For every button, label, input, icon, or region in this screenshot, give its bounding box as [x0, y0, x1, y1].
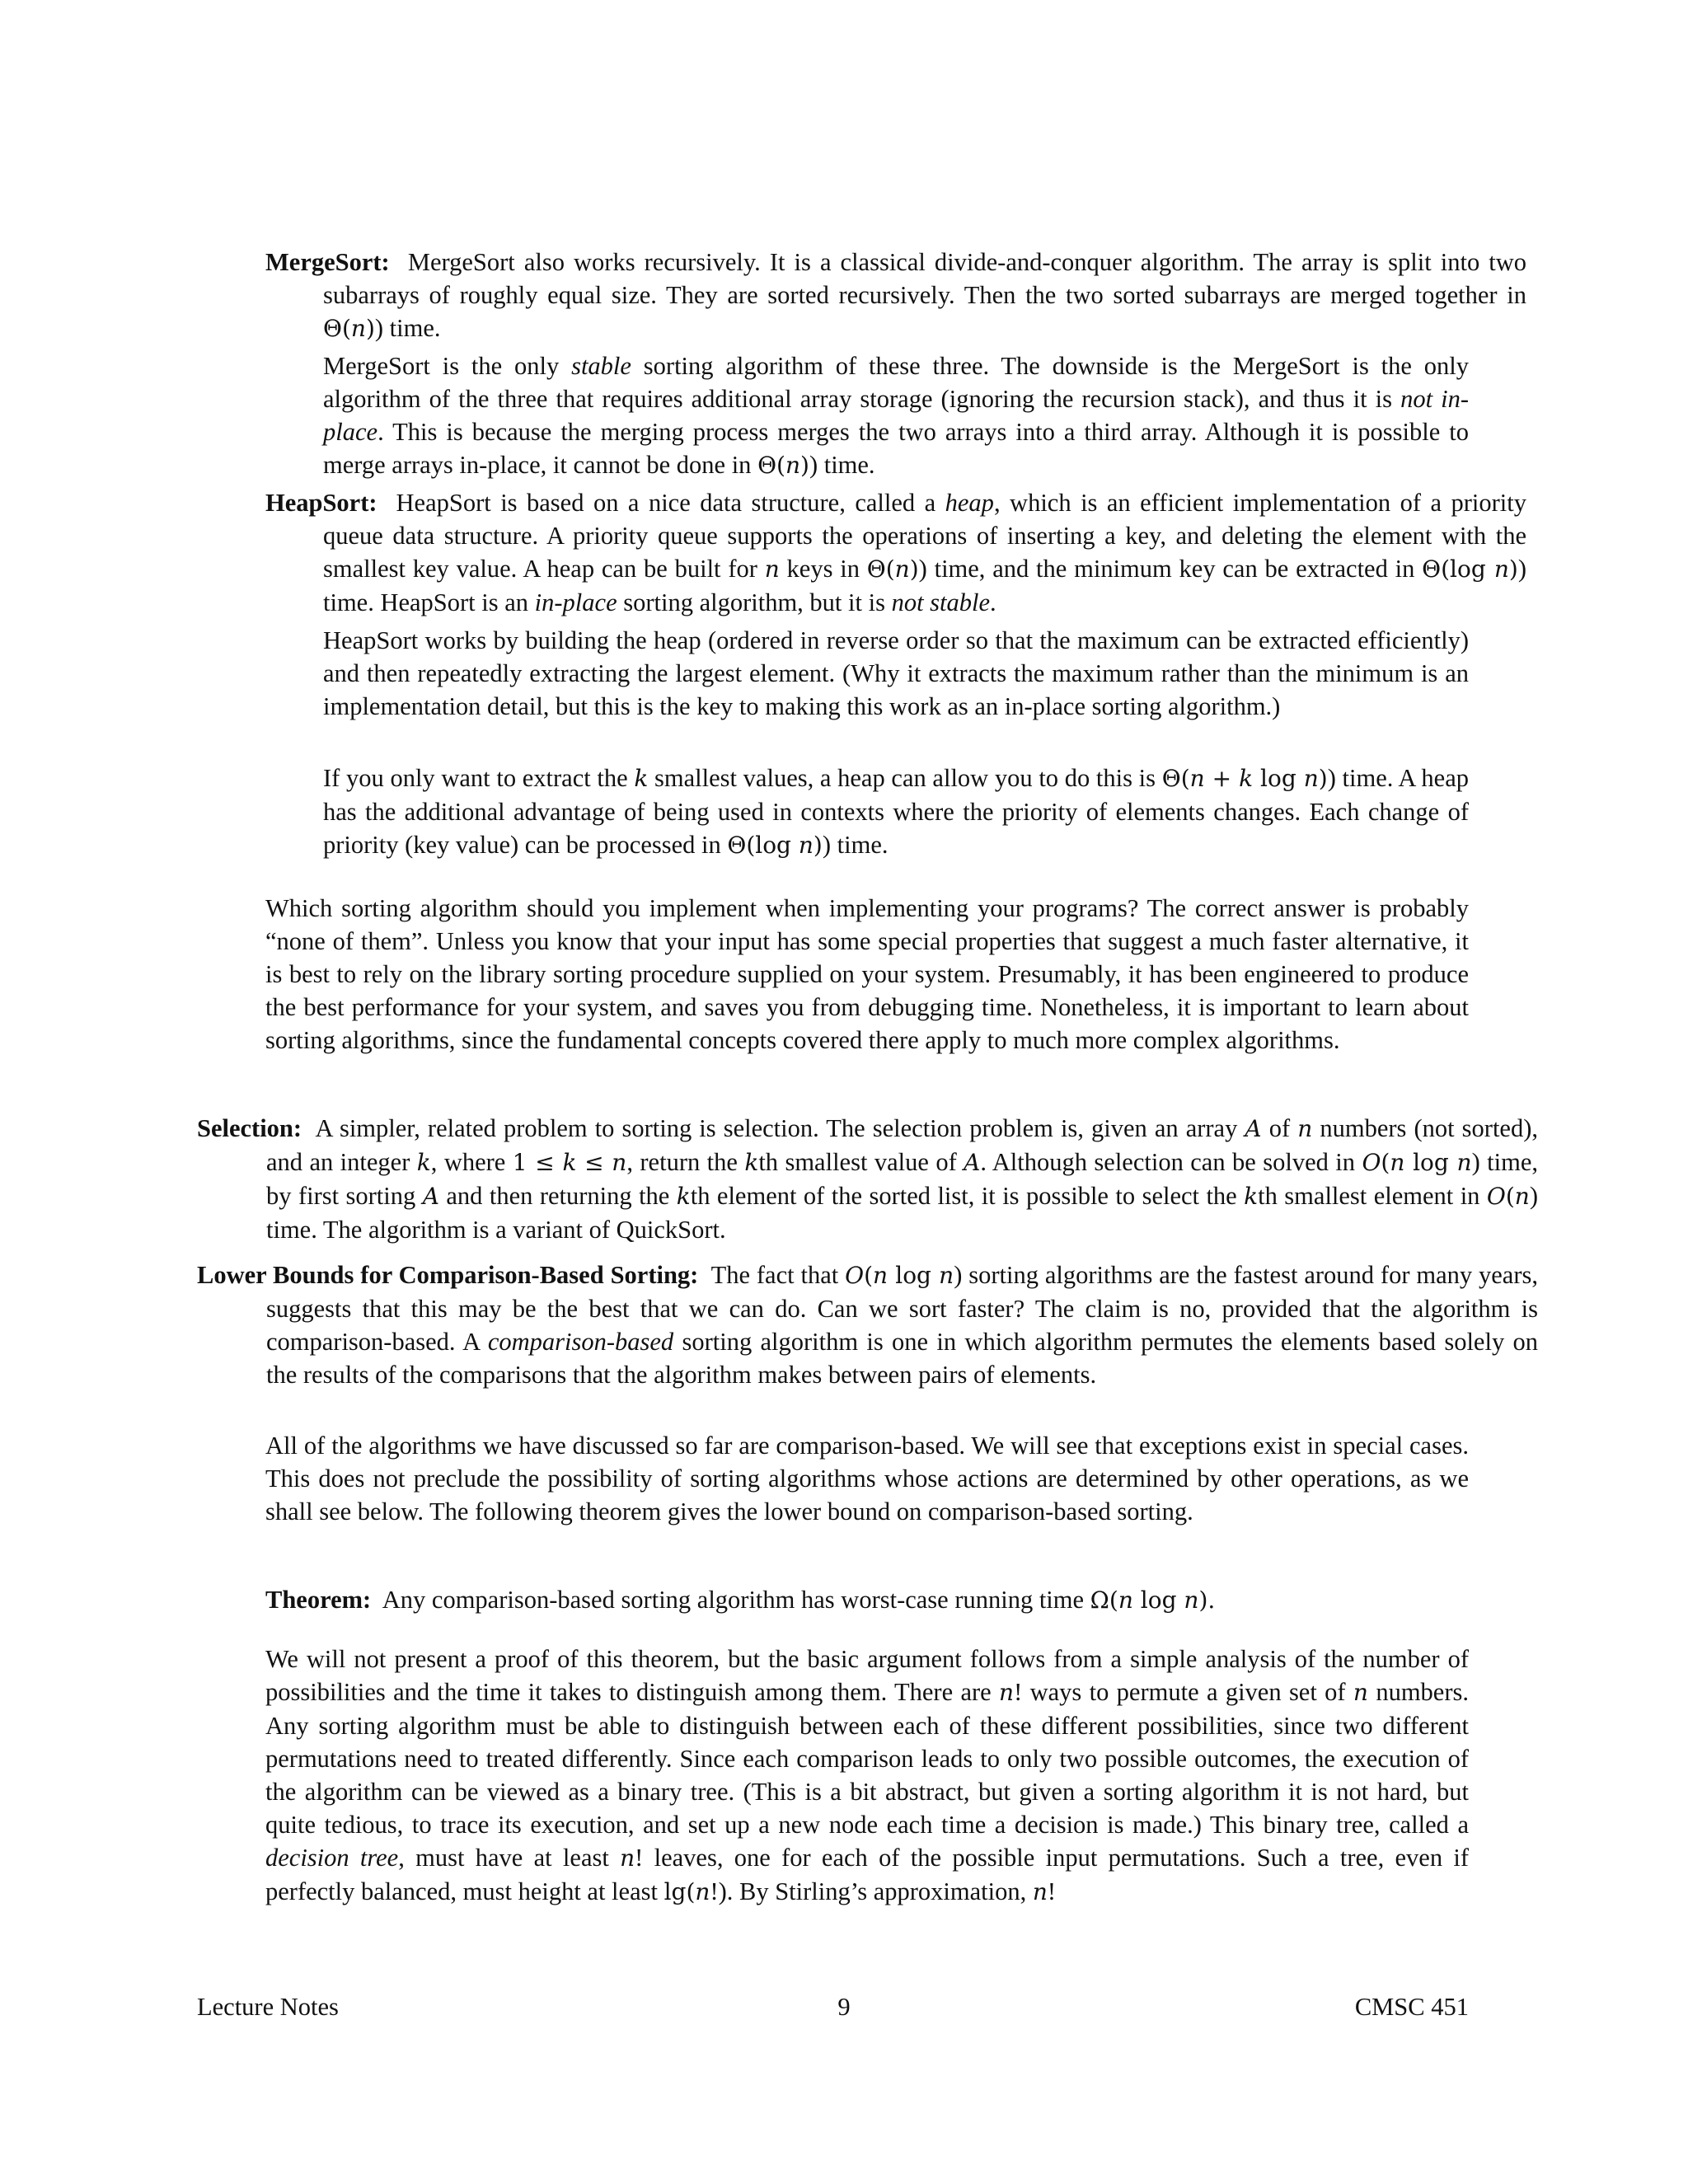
selection-heading: Selection:	[197, 1114, 302, 1142]
footer-left: Lecture Notes	[197, 1993, 339, 2021]
heapsort-paragraph-3: If you only want to extract the k smallest values, a heap can allow you to do this is Θ(n + k log n)) time. A heap has the additional advantage of being used in contexts where the priority of elements changes. Each change of priority (key value) can be processed in Θ(log n)) time.	[323, 764, 1470, 859]
page-number: 9	[837, 1993, 851, 2021]
heapsort-paragraph-2: HeapSort works by building the heap (ordered in reverse order so that the maximum can be extracted efficiently) and then repeatedly extracting the largest element. (Why it extracts the maximum rather than the minimum is an implementation detail, but this is the key to making this work as an in-place sorting algorithm.)	[323, 626, 1469, 720]
footer-right: CMSC 451	[1354, 1993, 1469, 2021]
lower-bounds-paragraph-2: All of the algorithms we have discussed so far are comparison-based. We will see that exceptions exist in special cases. This does not preclude the possibility of sorting algorithms whose actions are determined by other operations, as we shall see below. The following theorem gives the lower bound on comparison-based sorting.	[265, 1432, 1469, 1526]
theorem-heading: Theorem:	[265, 1586, 372, 1614]
heapsort-paragraph-1: HeapSort: HeapSort is based on a nice data structure, called a heap, which is an efficient implementation of a priority queue data structure. A priority queue supports the operations of inserting a key, and deleting the element with the smallest key value. A heap can be built for n keys in Θ(n)) time, and the minimum key can be extracted in Θ(log n)) time. HeapSort is an in-place sorting algorithm, but it is not stable.	[265, 489, 1526, 616]
lower-bounds-paragraph-3: We will not present a proof of this theorem, but the basic argument follows from a simple analysis of the number of possibilities and the time it takes to distinguish among them. There are n! ways to permute a given set of n numbers. Any sorting algorithm must be able to distinguish between each of these different possibilities, since two different permutations need to treated differently. Since each comparison leads to only two possible outcomes, the execution of the algorithm can be viewed as a binary tree. (This is a bit abstract, but given a sorting algorithm it is not hard, but quite tedious, to trace its execution, and set up a new node each time a decision is made.) This binary tree, called a decision tree, must have at least n! leaves, one for each of the possible input permutations. Such a tree, even if perfectly balanced, must height at least lg(n!). By Stirling’s approximation, n!	[265, 1645, 1470, 1905]
heapsort-heading: HeapSort:	[265, 489, 377, 517]
theorem-paragraph: Theorem: Any comparison-based sorting algorithm has worst-case running time Ω(n log n).	[265, 1586, 1216, 1614]
mergesort-paragraph-1: MergeSort: MergeSort also works recursively. It is a classical divide-and-conquer algorithm. The array is split into two subarrays of roughly equal size. They are sorted recursively. Then the two sorted subarrays are merged together in Θ(n)) time.	[265, 248, 1527, 342]
mergesort-heading: MergeSort:	[265, 248, 390, 276]
selection-paragraph: Selection: A simpler, related problem to sorting is selection. The selection problem is, given an array A of n numbers (not sorted), and an integer k, where 1 ≤ k ≤ n, return the kth smallest value of A. Although selection can be solved in O(n log n) time, by first sorting A and then returning the kth element of the sorted list, it is possible to select the kth smallest element in O(n) time. The algorithm is a variant of QuickSort.	[197, 1114, 1539, 1244]
mergesort-paragraph-2: MergeSort is the only stable sorting algorithm of these three. The downside is the MergeSort is the only algorithm of the three that requires additional array storage (ignoring the recursion stack), and thus it is not in-place. This is because the merging process merges the two arrays into a third array. Although it is possible to merge arrays in-place, it cannot be done in Θ(n)) time.	[323, 352, 1469, 479]
which-sort-paragraph: Which sorting algorithm should you implement when implementing your programs? The correct answer is probably “none of them”. Unless you know that your input has some special properties that suggest a much faster alternative, it is best to rely on the library sorting procedure supplied on your system. Presumably, it has been engineered to produce the best performance for your system, and saves you from debugging time. Nonetheless, it is important to learn about sorting algorithms, since the fundamental concepts covered there apply to much more complex algorithms.	[265, 894, 1469, 1054]
lower-bounds-heading: Lower Bounds for Comparison-Based Sorting:	[197, 1261, 699, 1289]
lower-bounds-paragraph-1: Lower Bounds for Comparison-Based Sorting: The fact that O(n log n) sorting algorithms are the fastest around for many years, suggests that this may be the best that we can do. Can we sort faster? The claim is no, provided that the algorithm is comparison-based. A comparison-based sorting algorithm is one in which algorithm permutes the elements based solely on the results of the comparisons that the algorithm makes between pairs of elements.	[197, 1261, 1538, 1389]
